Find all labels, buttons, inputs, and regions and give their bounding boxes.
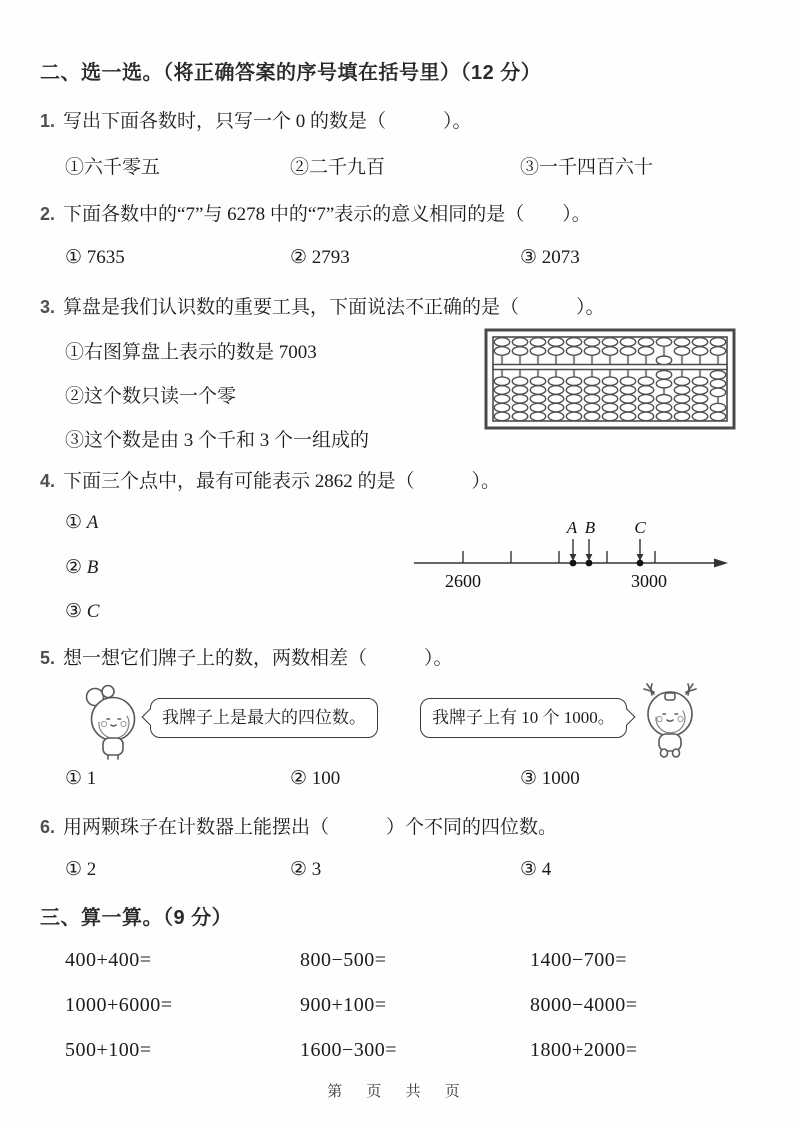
calc-problem: 900+100=	[300, 994, 387, 1016]
question-3	[40, 292, 605, 319]
calc-row-3	[65, 1039, 753, 1062]
question-3-text: 算盘是我们认识数的重要工具，下面说法不正确的是（ ）。	[63, 297, 605, 318]
speech-bubble-left	[150, 698, 378, 738]
number-line-figure	[398, 503, 730, 598]
point-c-label: C	[634, 518, 646, 537]
question-1-text: 写出下面各数时，只写一个 0 的数是（ ）。	[63, 111, 472, 132]
section2-title: 二、选一选。（将正确答案的序号填在括号里）（12 分）	[40, 62, 542, 84]
axis-arrowhead-icon	[714, 559, 728, 568]
tick-label-2600: 2600	[445, 571, 481, 591]
calc-problem: 1000+6000=	[65, 994, 173, 1016]
point-a-label: A	[566, 518, 578, 537]
question-6-number: 6.	[40, 817, 56, 837]
question-6-options	[65, 858, 753, 881]
question-4-option-1	[65, 511, 98, 534]
question-3-option-3: ③这个数是由 3 个千和 3 个一组成的	[65, 430, 370, 451]
abacus-beads	[494, 338, 725, 421]
question-1	[40, 106, 472, 133]
section3-title: 三、算一算。（9 分）	[40, 907, 233, 929]
calc-problem: 1600−300=	[300, 1039, 398, 1061]
option-1: ① 1	[65, 768, 97, 789]
option-3: ③一千四百六十	[520, 157, 654, 178]
question-2	[40, 199, 591, 226]
girl-character-icon	[74, 684, 148, 762]
tick-label-3000: 3000	[631, 571, 667, 591]
question-5-text: 想一想它们牌子上的数，两数相差（ ）。	[63, 648, 453, 669]
point-b-label: B	[584, 518, 596, 537]
speech-bubble-right-text: 我牌子上有 10 个 1000。	[432, 708, 615, 727]
question-4-text: 下面三个点中，最有可能表示 2862 的是（ ）。	[63, 471, 501, 492]
option-1: ① 7635	[65, 247, 125, 268]
question-3-number: 3.	[40, 297, 56, 317]
calc-row-1	[65, 949, 753, 972]
question-4-option-2	[65, 556, 98, 579]
question-4-number: 4.	[40, 471, 56, 491]
option-letter: A	[86, 512, 99, 533]
abacus-figure	[484, 328, 736, 430]
speech-bubble-left-text: 我牌子上是最大的四位数。	[162, 708, 366, 727]
question-3-option-1: ①右图算盘上表示的数是 7003	[65, 342, 317, 363]
calc-problem: 8000−4000=	[530, 994, 638, 1016]
page-footer: 第 页 共 页	[327, 1083, 466, 1100]
option-mark: ③	[65, 601, 83, 622]
question-1-options	[65, 152, 753, 179]
calc-problem: 1800+2000=	[530, 1039, 638, 1061]
calc-problem: 1400−700=	[530, 949, 628, 971]
question-5-options	[65, 767, 753, 790]
option-2: ② 3	[290, 859, 322, 880]
option-3: ③ 1000	[520, 768, 580, 789]
option-2: ② 2793	[290, 247, 350, 268]
abacus-beam	[493, 365, 727, 370]
question-6-text: 用两颗珠子在计数器上能摆出（ ）个不同的四位数。	[63, 817, 558, 838]
question-1-number: 1.	[40, 111, 56, 131]
question-2-text: 下面各数中的“7”与 6278 中的“7”表示的意义相同的是（ ）。	[63, 204, 591, 225]
option-3: ③ 2073	[520, 247, 580, 268]
question-2-number: 2.	[40, 204, 56, 224]
question-4	[40, 466, 500, 493]
option-letter: C	[86, 601, 100, 622]
option-mark: ②	[65, 557, 83, 578]
question-2-options	[65, 246, 753, 269]
option-2: ② 100	[290, 768, 341, 789]
option-letter: B	[86, 557, 99, 578]
option-1: ① 2	[65, 859, 97, 880]
option-mark: ①	[65, 512, 83, 533]
number-line-ticks	[463, 551, 655, 563]
question-4-option-3	[65, 600, 99, 623]
calc-problem: 800−500=	[300, 949, 387, 971]
question-5	[40, 643, 453, 670]
question-5-number: 5.	[40, 648, 56, 668]
option-1: ①六千零五	[65, 157, 161, 178]
ox-character-icon	[632, 676, 708, 762]
speech-bubble-right	[420, 698, 627, 738]
option-2: ②二千九百	[290, 157, 386, 178]
question-3-option-2: ②这个数只读一个零	[65, 386, 237, 407]
option-3: ③ 4	[520, 859, 552, 880]
question-6	[40, 812, 557, 839]
calc-problem: 500+100=	[65, 1039, 152, 1061]
calc-problem: 400+400=	[65, 949, 152, 971]
calc-row-2	[65, 994, 753, 1017]
